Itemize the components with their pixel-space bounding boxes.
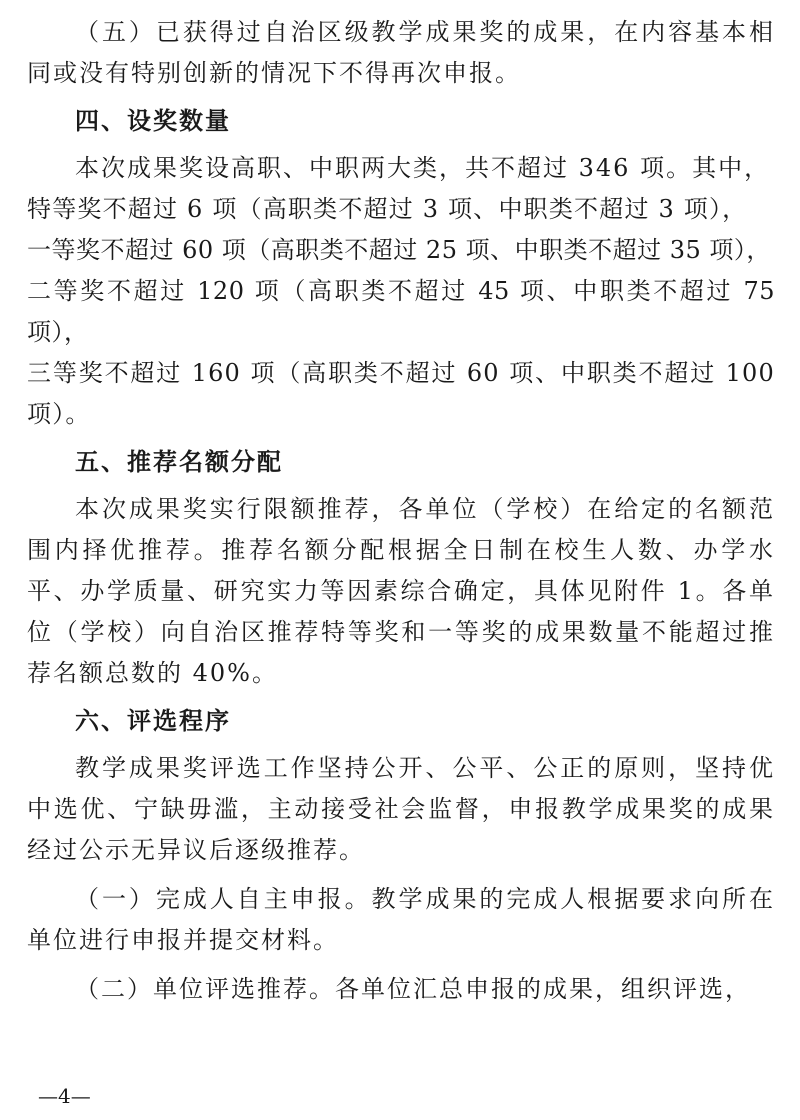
paragraph-award-quantity-line2: 特等奖不超过 6 项（高职类不超过 3 项、中职类不超过 3 项）， <box>27 195 748 223</box>
paragraph-reapplication-rule: （五）已获得过自治区级教学成果奖的成果，在内容基本相同或没有特别创新的情况下不得再次申报。 <box>27 18 775 87</box>
heading-selection-procedure: 六、评选程序 <box>75 707 231 735</box>
document-page <box>27 12 775 1010</box>
heading-quota-allocation: 五、推荐名额分配 <box>75 448 283 476</box>
paragraph-award-quantity-line4: 二等奖不超过 120 项（高职类不超过 45 项、中职类不超过 75 项）， <box>27 277 775 346</box>
page-number: —4— <box>38 1084 91 1108</box>
paragraph-unit-recommendation: （二）单位评选推荐。各单位汇总申报的成果，组织评选， <box>75 975 751 1003</box>
paragraph-award-quantity-line5: 三等奖不超过 160 项（高职类不超过 60 项、中职类不超过 100 项）。 <box>27 359 775 428</box>
heading-award-quantity: 四、设奖数量 <box>75 107 231 135</box>
paragraph-self-application: （一）完成人自主申报。教学成果的完成人根据要求向所在单位进行申报并提交材料。 <box>27 885 775 954</box>
paragraph-award-quantity-line1: 本次成果奖设高职、中职两大类，共不超过 346 项。其中， <box>75 154 771 182</box>
paragraph-quota-allocation: 本次成果奖实行限额推荐，各单位（学校）在给定的名额范围内择优推荐。推荐名额分配根据全日制在校生人数、办学水平、办学质量、研究实力等因素综合确定，具体见附件 1。各单位（学校）向自治区推荐特等奖和一等奖的成果数量不能超过推荐名额总数的 40%。 <box>27 495 775 687</box>
paragraph-selection-principles: 教学成果奖评选工作坚持公开、公平、公正的原则，坚持优中选优、宁缺毋滥，主动接受社会监督，申报教学成果奖的成果经过公示无异议后逐级推荐。 <box>27 754 775 864</box>
paragraph-award-quantity-line3: 一等奖不超过 60 项（高职类不超过 25 项、中职类不超过 35 项）， <box>27 236 771 264</box>
